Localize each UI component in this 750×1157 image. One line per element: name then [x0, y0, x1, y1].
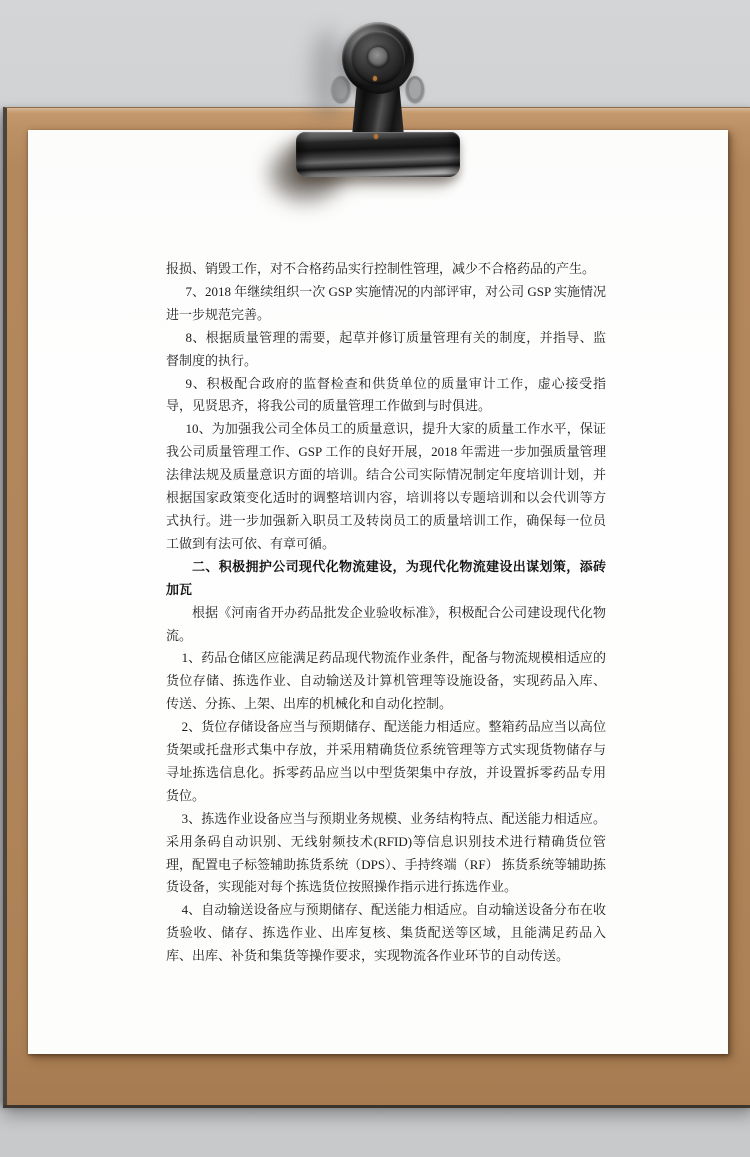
clip-wall-shadow [312, 30, 342, 120]
item-1: 1、药品仓储区应能满足药品现代物流作业条件，配备与物流规模相适应的货位存储、拣选作业、自动输送及计算机管理等设施设备，实现药品入库、传送、分拣、上架、出库的机械化和自动化控制。 [166, 650, 606, 712]
clip-spring-arm-left [332, 76, 350, 102]
document-text [166, 258, 606, 968]
item-8: 8、根据质量管理的需要，起草并修订质量管理有关的制度，并指导、监督制度的执行。 [166, 329, 606, 368]
paragraph-carryover: 报损、销毁工作，对不合格药品实行控制性管理，减少不合格药品的产生。 [166, 261, 596, 276]
clip-glint-icon [373, 76, 377, 81]
document-page [28, 130, 728, 1054]
item-7: 7、2018 年继续组织一次 GSP 实施情况的内部评审，对公司 GSP 实施情况进一步规范完善。 [166, 283, 606, 322]
item-9: 9、积极配合政府的监督检查和供货单位的质量审计工作，虚心接受指导，见贤思齐，将我公司的质量管理工作做到与时俱进。 [166, 375, 606, 414]
section-2-heading: 二、积极拥护公司现代化物流建设，为现代化物流建设出谋划策，添砖加瓦 [166, 558, 606, 597]
item-2: 2、货位存储设备应当与预期储存、配送能力相适应。整箱药品应当以高位货架或托盘形式集中存放，并采用精确货位系统管理等方式实现货物储存与寻址拣选信息化。拆零药品应当以中型货架集中存放，并设置拆零药品专用货位。 [166, 719, 606, 803]
clip-spring-arm-right [406, 76, 424, 102]
clip-jaw-bar [296, 132, 460, 177]
item-3: 3、拣选作业设备应当与预期业务规模、业务结构特点、配送能力相适应。采用条码自动识别、无线射频技术(RFID)等信息识别技术进行精确货位管理，配置电子标签辅助拣货系统（DPS）、手持终端（RF） 拣货系统等辅助拣货设备，实现能对每个拣选货位按照操作指示进行拣选作业。 [166, 810, 606, 895]
clip-knob-hole [368, 47, 388, 67]
item-10: 10、为加强我公司全体员工的质量意识，提升大家的质量工作水平，保证我公司质量管理工作、GSP 工作的良好开展，2018 年需进一步加强质量管理法律法规及质量意识方面的培训。结合公司实际情况制定年度培训计划，并根据国家政策变化适时的调整培训内容，培训将以专题培训和以会代训等方式执行。进一步加强新入职员工及转岗员工的质量培训工作，确保每一位员工做到有法可依、有章可循。 [166, 421, 606, 551]
section-2-intro: 根据《河南省开办药品批发企业验收标准》，积极配合公司建设现代化物流。 [166, 604, 606, 643]
clipboard-board [3, 107, 750, 1105]
item-4: 4、自动输送设备应与预期储存、配送能力相适应。自动输送设备分布在收货验收、储存、拣选作业、出库复核、集货配送等区域，且能满足药品入库、出库、补货和集货等操作要求，实现物流各作业环节的自动传送。 [166, 902, 606, 964]
binder-clip [288, 18, 468, 193]
clip-glint-icon [374, 134, 378, 139]
